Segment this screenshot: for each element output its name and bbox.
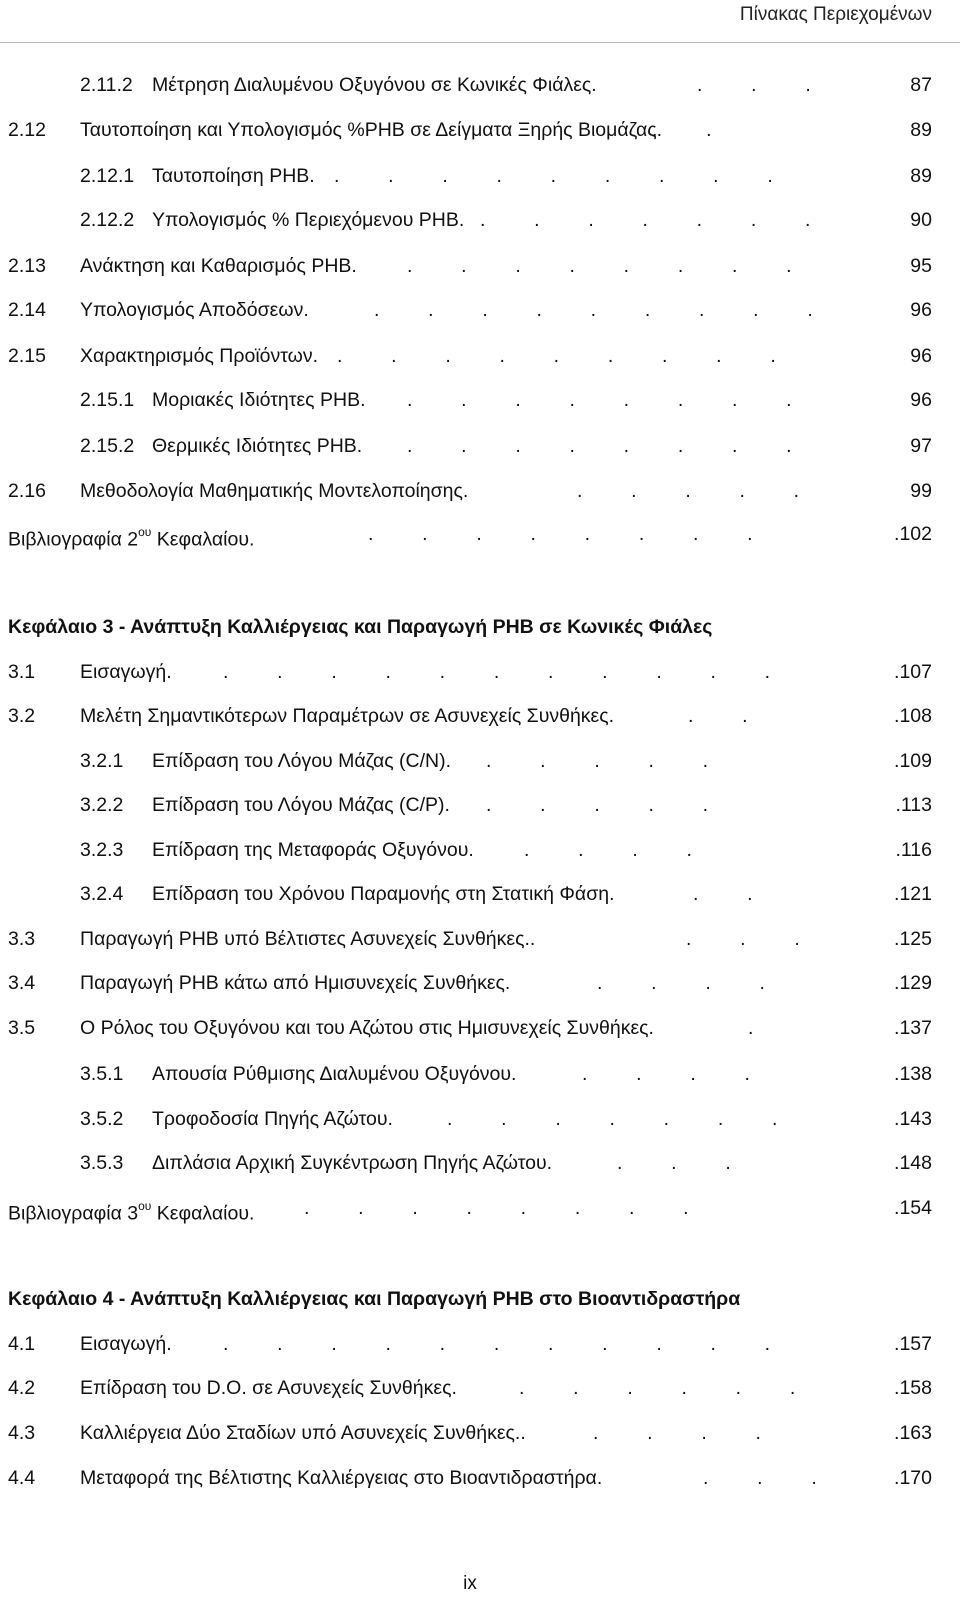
section-title: Διπλάσια Αρχική Συγκέντρωση Πηγής Αζώτου. <box>152 1152 553 1174</box>
section-title: Επίδραση της Μεταφοράς Οξυγόνου. <box>152 839 474 861</box>
section-number: 3.4 <box>8 972 36 994</box>
header-divider <box>0 42 960 43</box>
section-number: 4.3 <box>8 1422 36 1444</box>
page-reference: .116 <box>895 839 932 861</box>
chapter-heading: Κεφάλαιο 3 - Ανάπτυξη Καλλιέργειας και Παραγωγή PHB σε Κωνικές Φιάλες <box>8 616 713 638</box>
toc-entry[interactable] <box>0 251 940 281</box>
toc-entry[interactable] <box>0 835 940 865</box>
section-number: 4.2 <box>8 1377 36 1399</box>
page-reference: .157 <box>894 1333 932 1355</box>
bibliography-label-suffix: Κεφαλαίου. <box>151 1202 255 1225</box>
section-title: Υπολογισμός Αποδόσεων. <box>80 299 309 321</box>
section-title: Ο Ρόλος του Οξυγόνου και του Αζώτου στις Ημισυνεχείς Συνθήκες. <box>80 1017 654 1039</box>
bibliography-title <box>8 519 254 555</box>
toc-bibliography-entry[interactable] <box>0 1193 940 1223</box>
section-title: Εισαγωγή. <box>80 661 172 683</box>
section-title: Επίδραση του Χρόνου Παραμονής στη Στατική Φάση. <box>152 883 615 905</box>
page-reference: 90 <box>910 209 932 231</box>
page-reference: .125 <box>894 928 932 950</box>
toc-entry[interactable] <box>0 879 940 909</box>
dot-leader: . . . . <box>582 1063 750 1085</box>
section-title: Θερμικές Ιδιότητες PHB. <box>152 435 363 457</box>
page-reference: .102 <box>894 523 932 545</box>
section-number: 3.1 <box>8 661 36 683</box>
dot-leader: . <box>748 1017 754 1039</box>
section-title: Παραγωγή PHB κάτω από Ημισυνεχείς Συνθήκες. <box>80 972 511 994</box>
section-number: 3.5.3 <box>80 1152 124 1174</box>
section-title: Ανάκτηση και Καθαρισμός PHB. <box>80 255 357 277</box>
section-number: 3.2.4 <box>80 883 124 905</box>
section-title: Μεταφορά της Βέλτιστης Καλλιέργειας στο Βιοαντιδραστήρα. <box>80 1467 603 1489</box>
section-number: 3.3 <box>8 928 36 950</box>
section-number: 2.16 <box>8 480 46 502</box>
dot-leader: . . . . . . . . <box>368 523 753 545</box>
dot-leader: . . . . <box>524 839 692 861</box>
dot-leader: . . . . . <box>486 794 709 816</box>
section-number: 3.2.1 <box>80 750 124 772</box>
dot-leader: . . . . . . . . <box>407 435 792 457</box>
page-reference: 96 <box>910 389 932 411</box>
toc-entry[interactable] <box>0 746 940 776</box>
section-number: 2.13 <box>8 255 46 277</box>
bibliography-label: Βιβλιογραφία 2 <box>8 528 139 551</box>
toc-entry[interactable] <box>0 968 940 998</box>
section-number: 3.2 <box>8 705 36 727</box>
toc-entry[interactable] <box>0 1329 940 1359</box>
dot-leader: . . <box>693 883 753 905</box>
running-header: Πίνακας Περιεχομένων <box>739 4 932 25</box>
dot-leader: . . . . . . . . . <box>334 165 773 187</box>
section-number: 2.15 <box>8 345 46 367</box>
dot-leader: . . . . . . . . . <box>374 299 813 321</box>
bibliography-label: Βιβλιογραφία 3 <box>8 1202 139 1225</box>
dot-leader: . . . . . . . . <box>407 255 792 277</box>
section-title: Μέτρηση Διαλυμένου Οξυγόνου σε Κωνικές Φιάλες. <box>152 74 597 96</box>
section-title: Επίδραση του D.O. σε Ασυνεχείς Συνθήκες. <box>80 1377 457 1399</box>
toc-entry[interactable] <box>0 1373 940 1403</box>
toc-entry[interactable] <box>0 701 940 731</box>
bibliography-title <box>8 1193 254 1229</box>
dot-leader: . . . . . . . <box>447 1108 778 1130</box>
bibliography-label-suffix: Κεφαλαίου. <box>151 528 255 551</box>
toc-entry[interactable] <box>0 476 940 506</box>
toc-entry[interactable] <box>0 1418 940 1448</box>
page-reference: .148 <box>894 1152 932 1174</box>
section-number: 2.14 <box>8 299 46 321</box>
section-number: 2.15.1 <box>80 389 135 411</box>
toc-entry[interactable] <box>0 1059 940 1089</box>
section-title: Μοριακές Ιδιότητες PHB. <box>152 389 366 411</box>
dot-leader: . . . . . . . . <box>304 1197 689 1219</box>
toc-entry[interactable] <box>0 1148 940 1178</box>
toc-entry[interactable] <box>0 161 940 191</box>
dot-leader: . . . . . . . . . <box>337 345 776 367</box>
section-title: Ταυτοποίηση PHB. <box>152 165 315 187</box>
section-number: 2.11.2 <box>80 74 133 96</box>
toc-entry[interactable] <box>0 205 940 235</box>
toc-entry[interactable] <box>0 385 940 415</box>
dot-leader: . . . . <box>597 972 765 994</box>
dot-leader: . . . . . . . <box>480 209 811 231</box>
dot-leader: . . . . . <box>486 750 709 772</box>
toc-entry[interactable] <box>0 431 940 461</box>
dot-leader: . . . <box>703 1467 817 1489</box>
section-number: 2.12 <box>8 119 46 141</box>
toc-entry[interactable] <box>0 295 940 325</box>
dot-leader: . . . <box>686 928 800 950</box>
dot-leader: . . . . . <box>577 480 800 502</box>
toc-entry[interactable] <box>0 70 940 100</box>
page-number: ix <box>463 1573 477 1594</box>
ordinal-suffix: ου <box>138 525 152 539</box>
section-number: 3.5.2 <box>80 1108 124 1130</box>
page-reference: .108 <box>894 705 932 727</box>
page-reference: .121 <box>894 883 932 905</box>
dot-leader: . . . <box>697 74 811 96</box>
section-title: Υπολογισμός % Περιεχόμενου PHB. <box>152 209 465 231</box>
section-number: 2.12.1 <box>80 165 135 187</box>
page-reference: 87 <box>910 74 932 96</box>
section-number: 3.2.3 <box>80 839 124 861</box>
page-reference: 89 <box>910 165 932 187</box>
section-title: Επίδραση του Λόγου Μάζας (C/P). <box>152 794 450 816</box>
chapter-heading: Κεφάλαιο 4 - Ανάπτυξη Καλλιέργειας και Παραγωγή PHB στο Βιοαντιδραστήρα <box>8 1288 741 1310</box>
dot-leader: . . . . . . <box>519 1377 796 1399</box>
page-reference: .143 <box>894 1108 932 1130</box>
dot-leader: . . . <box>617 1152 731 1174</box>
toc-entry[interactable] <box>0 115 940 145</box>
section-title: Ταυτοποίηση και Υπολογισμός %PHB σε Δείγματα Ξηρής Βιομάζας. <box>80 119 663 141</box>
page-reference: .107 <box>894 661 932 683</box>
section-number: 3.5 <box>8 1017 36 1039</box>
section-title: Καλλιέργεια Δύο Σταδίων υπό Ασυνεχείς Συνθήκες.. <box>80 1422 526 1444</box>
page-reference: .109 <box>894 750 932 772</box>
page-reference: 97 <box>910 435 932 457</box>
section-title: Μεθοδολογία Μαθηματικής Μοντελοποίησης. <box>80 480 469 502</box>
page-reference: 96 <box>910 299 932 321</box>
page-reference: .129 <box>894 972 932 994</box>
dot-leader: . . . . <box>593 1422 761 1444</box>
page-reference: 96 <box>910 345 932 367</box>
section-number: 3.2.2 <box>80 794 124 816</box>
section-title: Απουσία Ρύθμισης Διαλυμένου Οξυγόνου. <box>152 1063 517 1085</box>
page-reference: .163 <box>894 1422 932 1444</box>
dot-leader: . . <box>688 705 748 727</box>
ordinal-suffix: ου <box>138 1199 152 1213</box>
dot-leader: . . . . . . . . . . . <box>223 1333 771 1355</box>
toc-entry[interactable] <box>0 341 940 371</box>
section-number: 4.4 <box>8 1467 36 1489</box>
section-number: 4.1 <box>8 1333 36 1355</box>
section-title: Χαρακτηρισμός Προϊόντων. <box>80 345 319 367</box>
page-reference: .154 <box>894 1197 932 1219</box>
section-title: Παραγωγή PHB υπό Βέλτιστες Ασυνεχείς Συνθήκες.. <box>80 928 536 950</box>
dot-leader: . . <box>652 119 712 141</box>
page-reference: .170 <box>894 1467 932 1489</box>
section-title: Τροφοδοσία Πηγής Αζώτου. <box>152 1108 393 1130</box>
section-title: Επίδραση του Λόγου Μάζας (C/N). <box>152 750 452 772</box>
page-reference: .137 <box>894 1017 932 1039</box>
page-reference: 95 <box>910 255 932 277</box>
toc-entry[interactable] <box>0 790 940 820</box>
page-reference: .113 <box>895 794 932 816</box>
section-number: 3.5.1 <box>80 1063 124 1085</box>
toc-entry[interactable] <box>0 1013 940 1043</box>
toc-bibliography-entry[interactable] <box>0 519 940 549</box>
dot-leader: . . . . . . . . . . . <box>223 661 771 683</box>
toc-entry[interactable] <box>0 1463 940 1493</box>
page-reference: .138 <box>894 1063 932 1085</box>
page-reference: 89 <box>910 119 932 141</box>
toc-entry[interactable] <box>0 657 940 687</box>
dot-leader: . . . . . . . . <box>407 389 792 411</box>
toc-entry[interactable] <box>0 924 940 954</box>
section-title: Μελέτη Σημαντικότερων Παραμέτρων σε Ασυνεχείς Συνθήκες. <box>80 705 615 727</box>
section-number: 2.15.2 <box>80 435 135 457</box>
section-title: Εισαγωγή. <box>80 1333 172 1355</box>
toc-entry[interactable] <box>0 1104 940 1134</box>
page-reference: 99 <box>910 480 932 502</box>
section-number: 2.12.2 <box>80 209 135 231</box>
page-reference: .158 <box>894 1377 932 1399</box>
